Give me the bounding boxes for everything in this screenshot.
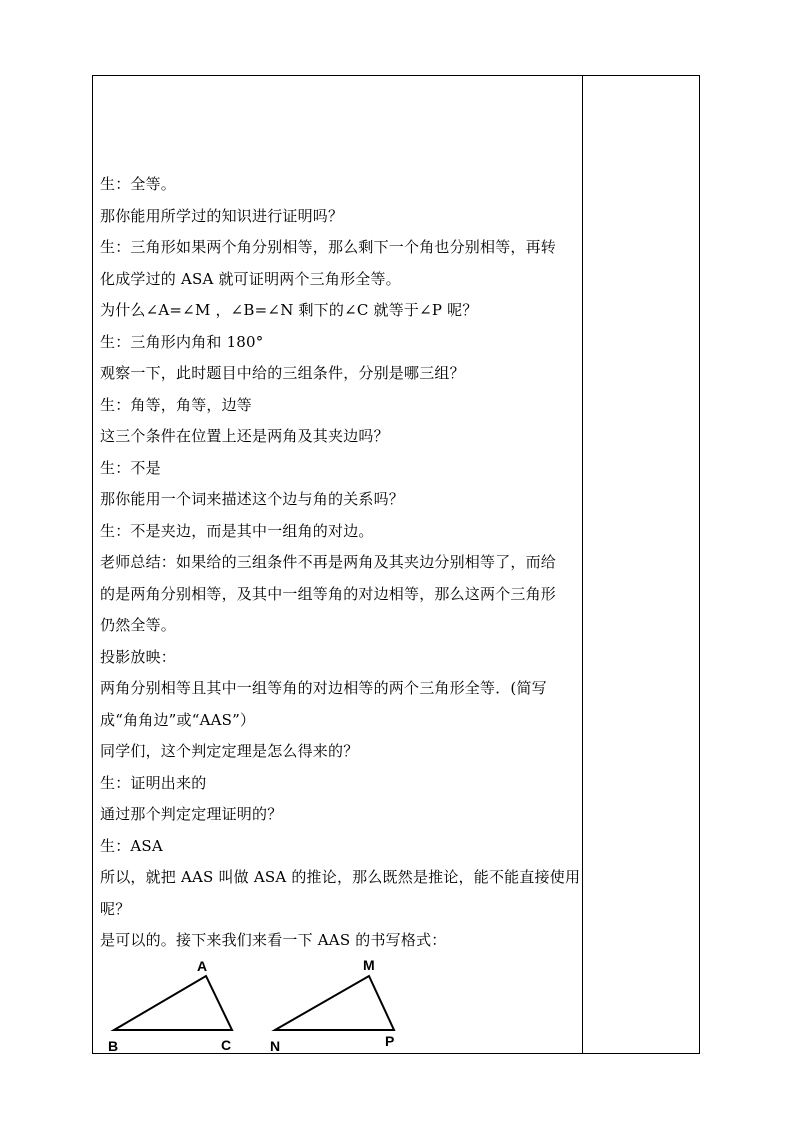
text-line: 仍然全等。 bbox=[100, 616, 177, 634]
vertex-label-n: N bbox=[270, 1038, 281, 1054]
text-line: 老师总结：如果给的三组条件不再是两角及其夹边分别相等了，而给 bbox=[100, 553, 557, 571]
triangle-abc bbox=[114, 976, 232, 1030]
text-line: 生：角等，角等，边等 bbox=[100, 395, 253, 414]
text-line: 生：不是 bbox=[100, 458, 161, 477]
text-line: 这三个条件在位置上还是两角及其夹边吗？ bbox=[100, 427, 389, 445]
text-line: 成“角角边”或“AAS”） bbox=[100, 710, 256, 729]
text-line: 所以，就把 AAS 叫做 ASA 的推论，那么既然是推论，能不能直接使用 bbox=[100, 868, 581, 886]
triangle-mnp bbox=[275, 976, 394, 1030]
text-line: 同学们，这个判定定理是怎么得来的？ bbox=[100, 742, 359, 760]
text-line: 为什么∠A=∠M ，∠B=∠N 剩下的∠C 就等于∠P 呢？ bbox=[100, 301, 478, 319]
text-line: 生：ASA bbox=[100, 836, 163, 855]
vertex-label-p: P bbox=[385, 1033, 395, 1049]
text-line: 投影放映： bbox=[100, 647, 177, 666]
text-line: 是可以的。接下来我们来看一下 AAS 的书写格式： bbox=[100, 931, 447, 949]
lesson-text bbox=[100, 169, 581, 957]
text-line: 生：三角形如果两个角分别相等，那么剩下一个角也分别相等，再转 bbox=[100, 238, 557, 256]
text-line: 生：证明出来的 bbox=[100, 773, 207, 792]
column-divider bbox=[582, 75, 583, 1054]
text-line: 的是两角分别相等，及其中一组等角的对边相等，那么这两个三角形 bbox=[100, 584, 557, 603]
text-line: 那你能用所学过的知识进行证明吗？ bbox=[100, 206, 344, 225]
text-line: 生：三角形内角和 180° bbox=[100, 332, 264, 351]
vertex-label-a: A bbox=[197, 958, 208, 974]
text-line: 两角分别相等且其中一组等角的对边相等的两个三角形全等．(简写 bbox=[100, 679, 547, 697]
text-line: 化成学过的 ASA 就可证明两个三角形全等。 bbox=[100, 269, 401, 288]
triangles-figure bbox=[104, 950, 424, 1054]
vertex-label-m: M bbox=[363, 957, 375, 973]
text-line: 生：不是夹边，而是其中一组角的对边。 bbox=[100, 521, 374, 540]
text-line: 那你能用一个词来描述这个边与角的关系吗？ bbox=[100, 490, 405, 508]
text-line: 呢？ bbox=[100, 899, 131, 918]
text-line: 观察一下，此时题目中给的三组条件，分别是哪三组？ bbox=[100, 364, 465, 382]
vertex-label-b: B bbox=[108, 1038, 119, 1054]
text-line: 生：全等。 bbox=[100, 175, 177, 193]
vertex-label-c: C bbox=[221, 1037, 232, 1053]
text-line: 通过那个判定定理证明的？ bbox=[100, 805, 283, 823]
